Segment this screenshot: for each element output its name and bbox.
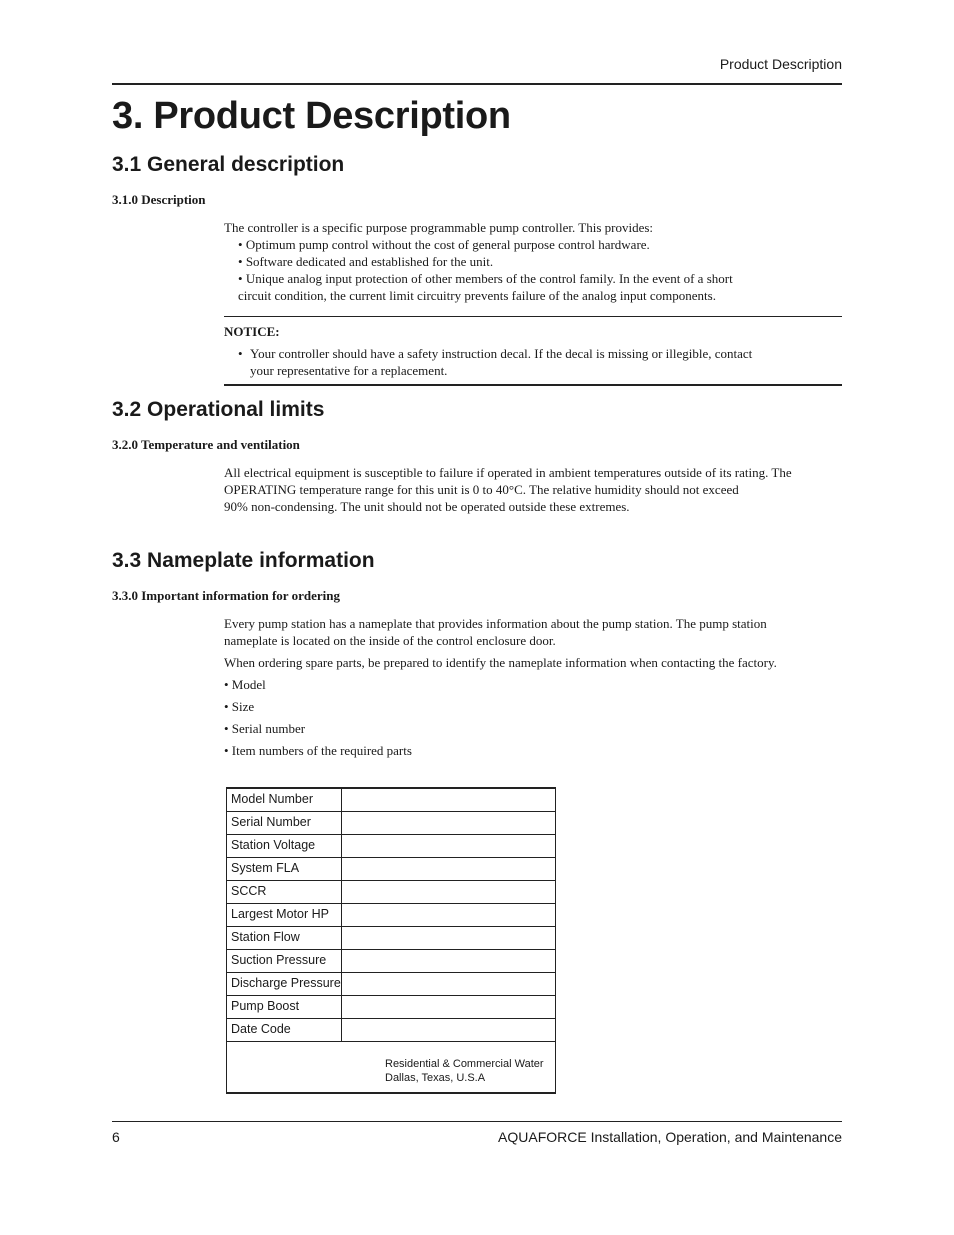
nameplate-company-line: Residential & Commercial Water [385, 1058, 544, 1070]
temperature-line-3: 90% non-condensing. The unit should not be operated outside these extremes. [224, 499, 630, 514]
header-rule [112, 83, 842, 85]
nameplate-label: Station Flow [227, 927, 342, 949]
ordering-para-1-line-2: nameplate is located on the inside of the control enclosure door. [224, 633, 556, 648]
footer-document-title: AQUAFORCE Installation, Operation, and Maintenance [498, 1129, 842, 1145]
nameplate-label: Model Number [227, 789, 342, 811]
ordering-list [224, 676, 844, 759]
nameplate-value [342, 789, 555, 811]
footer-rule [112, 1121, 842, 1122]
nameplate-row [227, 904, 555, 927]
nameplate-label: Discharge Pressure [227, 973, 342, 995]
nameplate-value [342, 858, 555, 880]
nameplate-value [342, 996, 555, 1018]
temperature-line-1: All electrical equipment is susceptible to failure if operated in ambient temperatures outside of its rating. The [224, 465, 792, 480]
notice-text-line-2: your representative for a replacement. [250, 363, 448, 378]
nameplate-value [342, 904, 555, 926]
nameplate-row [227, 1019, 555, 1042]
nameplate-value [342, 927, 555, 949]
ordering-body [224, 615, 844, 764]
nameplate-value [342, 881, 555, 903]
description-intro: The controller is a specific purpose programmable pump controller. This provides: [224, 220, 654, 235]
nameplate-footer [227, 1042, 555, 1092]
notice-item [238, 345, 798, 379]
nameplate-footer-text [385, 1057, 544, 1085]
subsection-title-description: 3.1.0 Description [112, 192, 206, 207]
ordering-list-item: • Size [224, 699, 255, 714]
bullet-text: Software dedicated and established for the unit. [245, 254, 494, 269]
running-header: Product Description [719, 56, 842, 72]
bullet-dot: • [238, 346, 243, 361]
nameplate-value [342, 950, 555, 972]
ordering-para-2: When ordering spare parts, be prepared to identify the nameplate information when contacting the factory. [224, 655, 777, 670]
nameplate-value [342, 973, 555, 995]
nameplate-label: Largest Motor HP [227, 904, 342, 926]
nameplate-row [227, 927, 555, 950]
description-body [224, 219, 844, 304]
description-bullet-2: • Software dedicated and established for the unit. [238, 254, 494, 269]
section-title-limits: 3.2 Operational limits [112, 398, 325, 421]
nameplate-label: Date Code [227, 1019, 342, 1041]
subsection-title-ordering: 3.3.0 Important information for ordering [112, 588, 340, 603]
nameplate-row [227, 835, 555, 858]
ordering-list-item: • Item numbers of the required parts [224, 743, 412, 758]
nameplate-label: Pump Boost [227, 996, 342, 1018]
section-title-nameplate: 3.3 Nameplate information [112, 549, 375, 572]
description-bullet-1: • Optimum pump control without the cost of general purpose control hardware. [238, 237, 650, 252]
description-bullet-3: • Unique analog input protection of other members of the control family. In the event of a short [238, 271, 733, 286]
bullet-text: Optimum pump control without the cost of general purpose control hardware. [245, 237, 650, 252]
section-title-general: 3.1 General description [112, 153, 345, 176]
temperature-line-2: OPERATING temperature range for this unit is 0 to 40°C. The relative humidity should not exceed [224, 482, 739, 497]
page-number: 6 [112, 1129, 120, 1145]
nameplate-location-line: Dallas, Texas, U.S.A [385, 1072, 486, 1084]
nameplate-label: Suction Pressure [227, 950, 342, 972]
notice-text-line-1: Your controller should have a safety instruction decal. If the decal is missing or illegible, contact [250, 346, 753, 361]
ordering-para-1-line-1: Every pump station has a nameplate that provides information about the pump station. The pump station [224, 616, 767, 631]
notice-heading: NOTICE: [224, 324, 280, 339]
nameplate-row [227, 881, 555, 904]
nameplate-row [227, 789, 555, 812]
nameplate-row [227, 812, 555, 835]
nameplate-row [227, 858, 555, 881]
nameplate-value [342, 835, 555, 857]
ordering-list-item: • Serial number [224, 721, 306, 736]
nameplate-row [227, 950, 555, 973]
notice-box [224, 316, 842, 386]
bullet-text: Unique analog input protection of other members of the control family. In the event of a short [245, 271, 733, 286]
nameplate-value [342, 812, 555, 834]
nameplate-row [227, 996, 555, 1019]
chapter-title: 3. Product Description [112, 95, 511, 137]
nameplate-value [342, 1019, 555, 1041]
nameplate-row [227, 973, 555, 996]
nameplate-label: System FLA [227, 858, 342, 880]
nameplate-table [226, 787, 556, 1094]
nameplate-label: Serial Number [227, 812, 342, 834]
ordering-list-item: • Model [224, 677, 266, 692]
nameplate-label: Station Voltage [227, 835, 342, 857]
subsection-title-temperature: 3.2.0 Temperature and ventilation [112, 437, 300, 452]
description-bullet-3-continuation: circuit condition, the current limit circuitry prevents failure of the analog input components. [238, 288, 716, 303]
temperature-body [224, 464, 844, 515]
nameplate-label: SCCR [227, 881, 342, 903]
